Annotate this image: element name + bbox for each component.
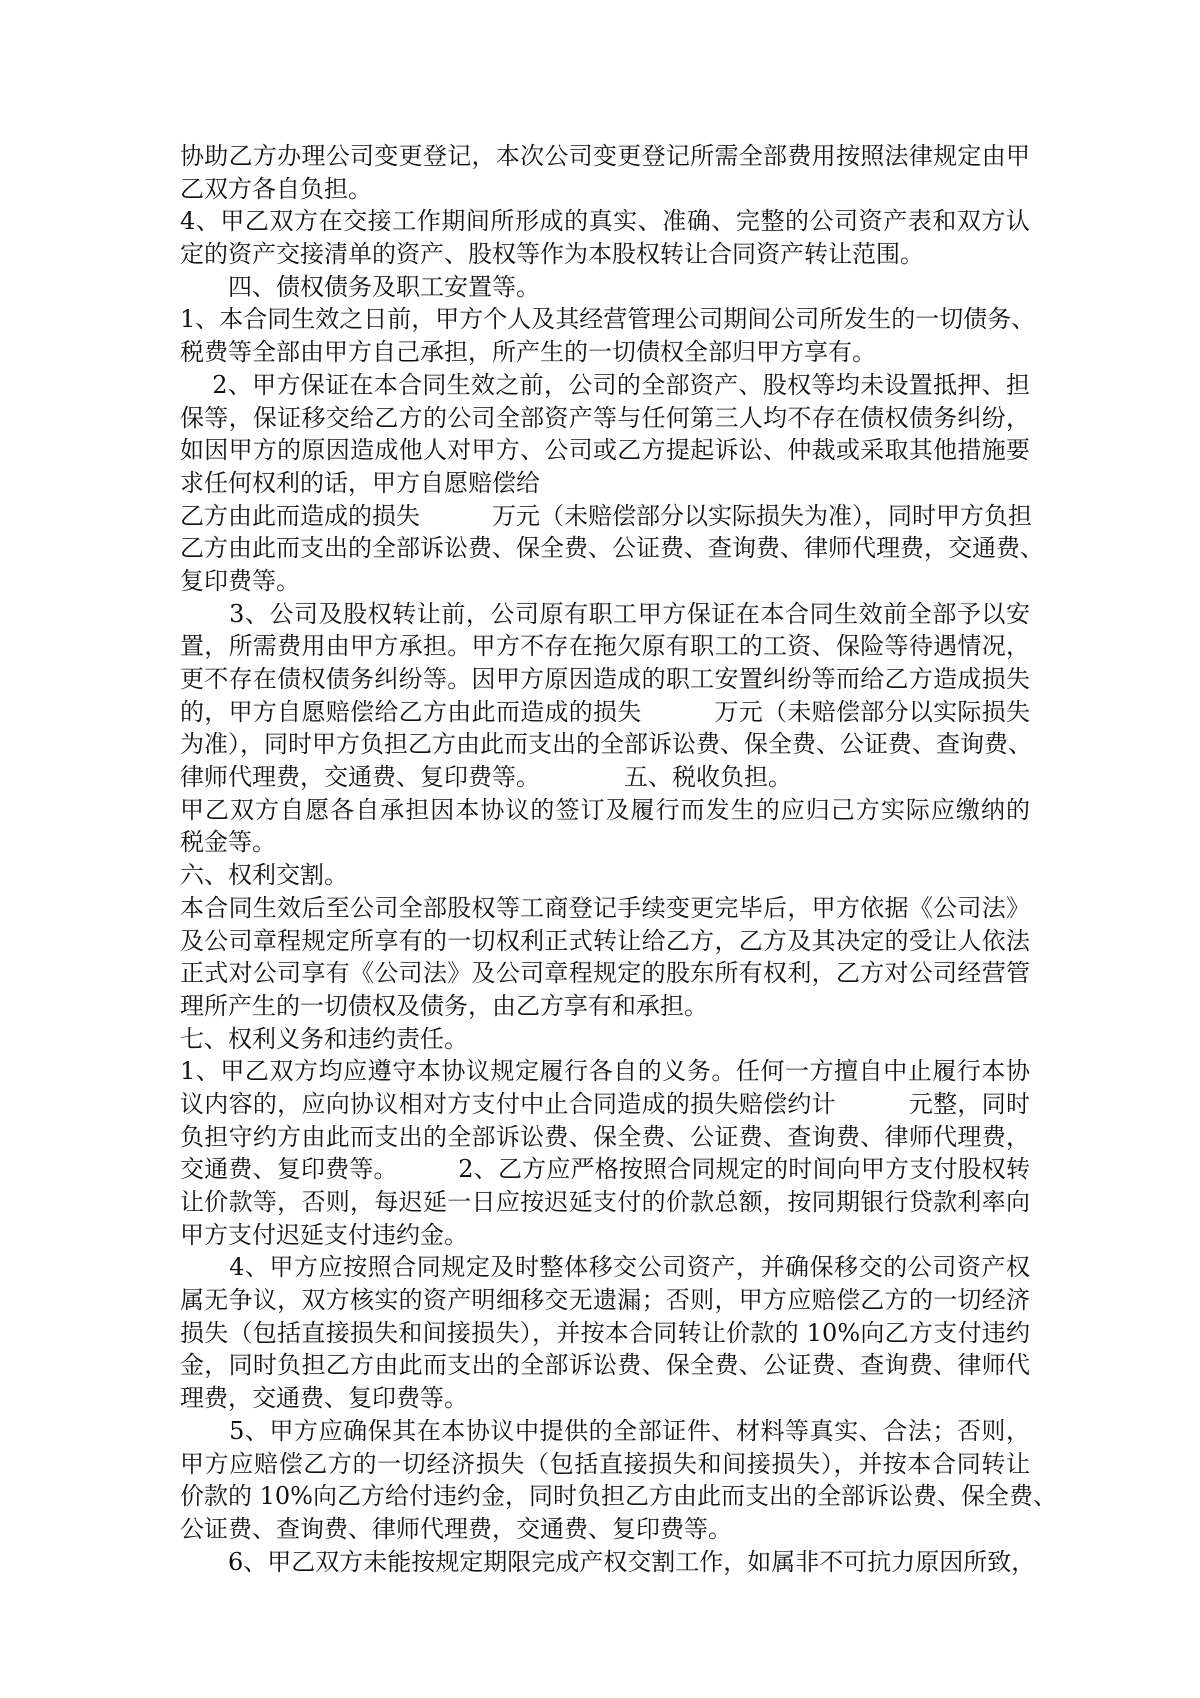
text-line: 金，同时负担乙方由此而支出的全部诉讼费、保全费、公证费、查询费、律师代 <box>180 1351 1030 1380</box>
text-line: 价款的 10%向乙方给付违约金，同时负担乙方由此而支出的全部诉讼费、保全费、 <box>180 1482 1057 1511</box>
text-line: 3、公司及股权转让前，公司原有职工甲方保证在本合同生效前全部予以安 <box>180 599 1030 628</box>
text-line: 为准），同时甲方负担乙方由此而支出的全部诉讼费、保全费、公证费、查询费、 <box>180 730 1032 759</box>
text-line: 协助乙方办理公司变更登记，本次公司变更登记所需全部费用按照法律规定由甲 <box>180 142 1030 170</box>
text-line: 七、权利义务和违约责任。 <box>180 1024 468 1053</box>
text-line: 1、甲乙双方均应遵守本协议规定履行各自的义务。任何一方擅自中止履行本协 <box>180 1057 1030 1086</box>
text-line: 的，甲方自愿赔偿给乙方由此而造成的损失 万元（未赔偿部分以实际损失 <box>180 697 1030 726</box>
text-line: 六、权利交割。 <box>180 861 348 890</box>
text-line: 属无争议，双方核实的资产明细移交无遗漏；否则，甲方应赔偿乙方的一切经济 <box>180 1286 1030 1315</box>
text-line: 定的资产交接清单的资产、股权等作为本股权转让合同资产转让范围。 <box>180 240 924 269</box>
text-line: 公证费、查询费、律师代理费，交通费、复印费等。 <box>180 1514 732 1543</box>
text-line: 甲方支付迟延支付违约金。 <box>180 1220 468 1249</box>
text-line: 乙方由此而造成的损失 万元（未赔偿部分以实际损失为准），同时甲方负担 <box>180 501 1032 530</box>
text-line: 正式对公司享有《公司法》及公司章程规定的股东所有权利，乙方对公司经营管 <box>180 959 1030 988</box>
text-line: 2、甲方保证在本合同生效之前，公司的全部资产、股权等均未设置抵押、担 <box>180 370 1030 399</box>
text-line: 损失（包括直接损失和间接损失），并按本合同转让价款的 10%向乙方支付违约 <box>180 1318 1030 1347</box>
text-line: 律师代理费，交通费、复印费等。 五、税收负担。 <box>180 763 792 792</box>
text-line: 理费，交通费、复印费等。 <box>180 1384 468 1413</box>
text-line: 税费等全部由甲方自己承担，所产生的一切债权全部归甲方享有。 <box>180 338 876 367</box>
text-line: 四、债权债务及职工安置等。 <box>180 272 540 301</box>
text-line: 甲乙双方自愿各自承担因本协议的签订及履行而发生的应归己方实际应缴纳的 <box>180 795 1030 824</box>
text-line: 保等，保证移交给乙方的公司全部资产等与任何第三人均不存在债权债务纠纷， <box>180 403 1030 432</box>
text-line: 如因甲方的原因造成他人对甲方、公司或乙方提起诉讼、仲裁或采取其他措施要 <box>180 436 1030 465</box>
text-line: 复印费等。 <box>180 566 300 595</box>
text-line: 议内容的，应向协议相对方支付中止合同造成的损失赔偿约计 元整，同时 <box>180 1089 1030 1118</box>
text-line: 6、甲乙双方未能按规定期限完成产权交割工作，如属非不可抗力原因所致， <box>180 1547 1036 1576</box>
text-line: 4、甲乙双方在交接工作期间所形成的真实、准确、完整的公司资产表和双方认 <box>180 207 1030 236</box>
text-line: 置，所需费用由甲方承担。甲方不存在拖欠原有职工的工资、保险等待遇情况， <box>180 632 1030 661</box>
text-line: 让价款等，否则，每迟延一日应按迟延支付的价款总额，按同期银行贷款利率向 <box>180 1188 1030 1216</box>
text-line: 乙方由此而支出的全部诉讼费、保全费、公证费、查询费、律师代理费，交通费、 <box>180 534 1044 563</box>
contract-body-text <box>180 140 1057 1578</box>
text-line: 甲方应赔偿乙方的一切经济损失（包括直接损失和间接损失），并按本合同转让 <box>180 1449 1030 1478</box>
text-line: 更不存在债权债务纠纷等。因甲方原因造成的职工安置纠纷等而给乙方造成损失 <box>180 665 1030 693</box>
text-line: 乙双方各自负担。 <box>180 174 372 203</box>
text-line: 负担守约方由此而支出的全部诉讼费、保全费、公证费、查询费、律师代理费， <box>180 1122 1030 1151</box>
text-line: 及公司章程规定所享有的一切权利正式转让给乙方，乙方及其决定的受让人依法 <box>180 926 1030 955</box>
text-line: 本合同生效后至公司全部股权等工商登记手续变更完毕后，甲方依据《公司法》 <box>180 893 1030 922</box>
text-line: 1、本合同生效之日前，甲方个人及其经营管理公司期间公司所发生的一切债务、 <box>180 305 1036 334</box>
text-line: 5、甲方应确保其在本协议中提供的全部证件、材料等真实、合法；否则， <box>180 1416 1030 1445</box>
text-line: 交通费、复印费等。 2、乙方应严格按照合同规定的时间向甲方支付股权转 <box>180 1155 1030 1184</box>
text-line: 税金等。 <box>180 828 276 857</box>
text-line: 求任何权利的话，甲方自愿赔偿给 <box>180 468 540 497</box>
text-line: 理所产生的一切债权及债务，由乙方享有和承担。 <box>180 991 708 1020</box>
text-line: 4、甲方应按照合同规定及时整体移交公司资产，并确保移交的公司资产权 <box>180 1253 1030 1282</box>
